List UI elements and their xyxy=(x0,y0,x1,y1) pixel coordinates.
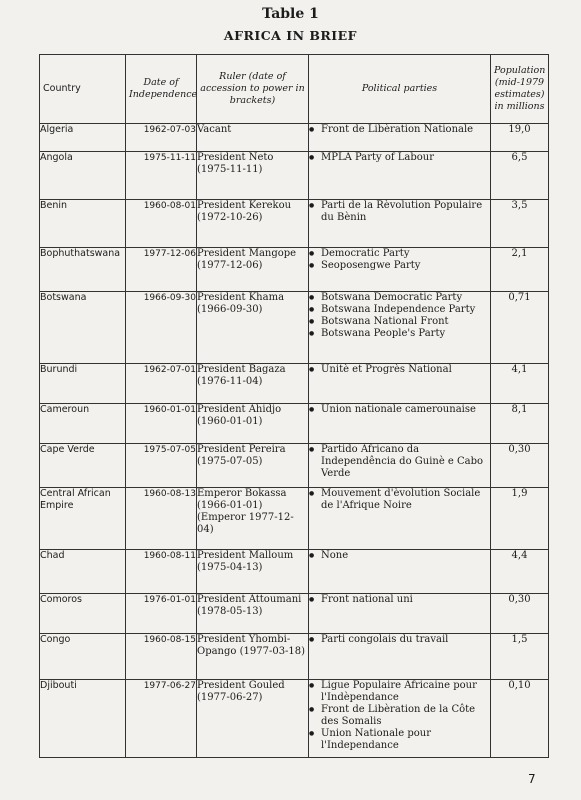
party-item: ● Union nationale camerounaise xyxy=(309,404,490,416)
party-item: ● Botswana Democratic Party xyxy=(309,292,490,304)
date-cell: 1975-11-11 xyxy=(126,152,197,200)
date-cell: 1966-09-30 xyxy=(126,292,197,364)
table-row xyxy=(40,248,549,292)
parties-list xyxy=(309,680,490,752)
parties-list xyxy=(309,444,490,480)
parties-cell xyxy=(309,488,491,550)
party-item: ● MPLA Party of Labour xyxy=(309,152,490,164)
party-item: ● Parti de la Rèvolution Populaire du Bènin xyxy=(309,200,490,224)
country-cell: Botswana xyxy=(40,292,126,364)
table-row xyxy=(40,444,549,488)
ruler-cell: President Ahidjo (1960-01-01) xyxy=(197,404,309,444)
country-cell: Algeria xyxy=(40,124,126,152)
country-cell: Congo xyxy=(40,634,126,680)
parties-list xyxy=(309,634,490,646)
ruler-cell: President Gouled (1977-06-27) xyxy=(197,680,309,758)
table-label: Table 1 xyxy=(262,6,319,22)
date-cell: 1962-07-03 xyxy=(126,124,197,152)
ruler-cell: President Bagaza (1976-11-04) xyxy=(197,364,309,404)
date-cell: 1975-07-05 xyxy=(126,444,197,488)
table-row xyxy=(40,124,549,152)
population-cell: 1,5 xyxy=(491,634,549,680)
date-cell: 1976-01-01 xyxy=(126,594,197,634)
table-row xyxy=(40,364,549,404)
parties-list xyxy=(309,152,490,164)
parties-cell xyxy=(309,292,491,364)
country-cell: Cape Verde xyxy=(40,444,126,488)
parties-list xyxy=(309,292,490,340)
table-row xyxy=(40,200,549,248)
party-item: ● Partido Africano da Independência do Guinè e Cabo Verde xyxy=(309,444,490,480)
parties-cell xyxy=(309,444,491,488)
population-cell: 4,4 xyxy=(491,550,549,594)
population-cell: 6,5 xyxy=(491,152,549,200)
population-cell: 2,1 xyxy=(491,248,549,292)
date-cell: 1960-01-01 xyxy=(126,404,197,444)
parties-cell xyxy=(309,152,491,200)
header-parties: Political parties xyxy=(309,55,491,124)
parties-cell xyxy=(309,200,491,248)
population-cell: 19,0 xyxy=(491,124,549,152)
table-row xyxy=(40,404,549,444)
party-item: ● Union Nationale pour l'Independance xyxy=(309,728,490,752)
date-cell: 1962-07-01 xyxy=(126,364,197,404)
table-row xyxy=(40,152,549,200)
party-item: ● Botswana Independence Party xyxy=(309,304,490,316)
parties-list xyxy=(309,364,490,376)
ruler-cell: President Khama (1966-09-30) xyxy=(197,292,309,364)
party-item: ● Ligue Populaire Africaine pour l'Indèpendance xyxy=(309,680,490,704)
party-item: ● Botswana People's Party xyxy=(309,328,490,340)
parties-cell xyxy=(309,404,491,444)
party-item: ● Front de Libèration Nationale xyxy=(309,124,490,136)
header-row xyxy=(40,55,549,124)
population-cell: 0,30 xyxy=(491,594,549,634)
parties-cell xyxy=(309,680,491,758)
party-item: ● Parti congolais du travail xyxy=(309,634,490,646)
country-cell: Chad xyxy=(40,550,126,594)
population-cell: 0,10 xyxy=(491,680,549,758)
ruler-cell: President Mangope (1977-12-06) xyxy=(197,248,309,292)
party-item: ● Botswana National Front xyxy=(309,316,490,328)
population-cell: 0,30 xyxy=(491,444,549,488)
date-cell: 1977-12-06 xyxy=(126,248,197,292)
party-item: ● Mouvement d'èvolution Sociale de l'Afrique Noire xyxy=(309,488,490,512)
country-cell: Central African Empire xyxy=(40,488,126,550)
country-cell: Angola xyxy=(40,152,126,200)
parties-cell xyxy=(309,634,491,680)
ruler-cell: President Neto (1975-11-11) xyxy=(197,152,309,200)
header-country: Country xyxy=(40,55,126,124)
parties-list xyxy=(309,200,490,224)
header-date: Date of Independence xyxy=(126,55,197,124)
ruler-cell: President Yhombi-Opango (1977-03-18) xyxy=(197,634,309,680)
parties-cell xyxy=(309,248,491,292)
party-item: ● Unitè et Progrès National xyxy=(309,364,490,376)
country-cell: Benin xyxy=(40,200,126,248)
parties-cell xyxy=(309,550,491,594)
country-cell: Comoros xyxy=(40,594,126,634)
population-cell: 8,1 xyxy=(491,404,549,444)
table-row xyxy=(40,292,549,364)
country-cell: Burundi xyxy=(40,364,126,404)
ruler-cell: President Attoumani (1978-05-13) xyxy=(197,594,309,634)
country-cell: Cameroun xyxy=(40,404,126,444)
population-cell: 1,9 xyxy=(491,488,549,550)
party-item: ● Democratic Party xyxy=(309,248,490,260)
party-item: ● Front national uni xyxy=(309,594,490,606)
table-row xyxy=(40,488,549,550)
ruler-cell: President Kerekou (1972-10-26) xyxy=(197,200,309,248)
header-ruler: Ruler (date of accession to power in brackets) xyxy=(197,55,309,124)
parties-cell xyxy=(309,594,491,634)
date-cell: 1960-08-01 xyxy=(126,200,197,248)
header-population: Population (mid-1979 estimates) in millions xyxy=(491,55,549,124)
date-cell: 1960-08-15 xyxy=(126,634,197,680)
country-cell: Djibouti xyxy=(40,680,126,758)
africa-table xyxy=(39,54,549,758)
parties-list xyxy=(309,550,490,562)
date-cell: 1960-08-13 xyxy=(126,488,197,550)
parties-list xyxy=(309,404,490,416)
ruler-cell: Emperor Bokassa (1966-01-01) (Emperor 1977-12-04) xyxy=(197,488,309,550)
population-cell: 0,71 xyxy=(491,292,549,364)
table-row xyxy=(40,594,549,634)
ruler-cell: President Malloum (1975-04-13) xyxy=(197,550,309,594)
ruler-cell: Vacant xyxy=(197,124,309,152)
parties-list xyxy=(309,488,490,512)
date-cell: 1977-06-27 xyxy=(126,680,197,758)
table-row xyxy=(40,680,549,758)
parties-cell xyxy=(309,364,491,404)
population-cell: 3,5 xyxy=(491,200,549,248)
page-number: 7 xyxy=(528,772,536,786)
ruler-cell: President Pereira (1975-07-05) xyxy=(197,444,309,488)
parties-list xyxy=(309,124,490,136)
table-title: AFRICA IN BRIEF xyxy=(223,28,358,43)
parties-list xyxy=(309,594,490,606)
party-item: ● Front de Libèration de la Côte des Somalis xyxy=(309,704,490,728)
date-cell: 1960-08-11 xyxy=(126,550,197,594)
table-row xyxy=(40,550,549,594)
party-item: ● None xyxy=(309,550,490,562)
party-item: ● Seoposengwe Party xyxy=(309,260,490,272)
population-cell: 4,1 xyxy=(491,364,549,404)
parties-cell xyxy=(309,124,491,152)
country-cell: Bophuthatswana xyxy=(40,248,126,292)
parties-list xyxy=(309,248,490,272)
table-row xyxy=(40,634,549,680)
